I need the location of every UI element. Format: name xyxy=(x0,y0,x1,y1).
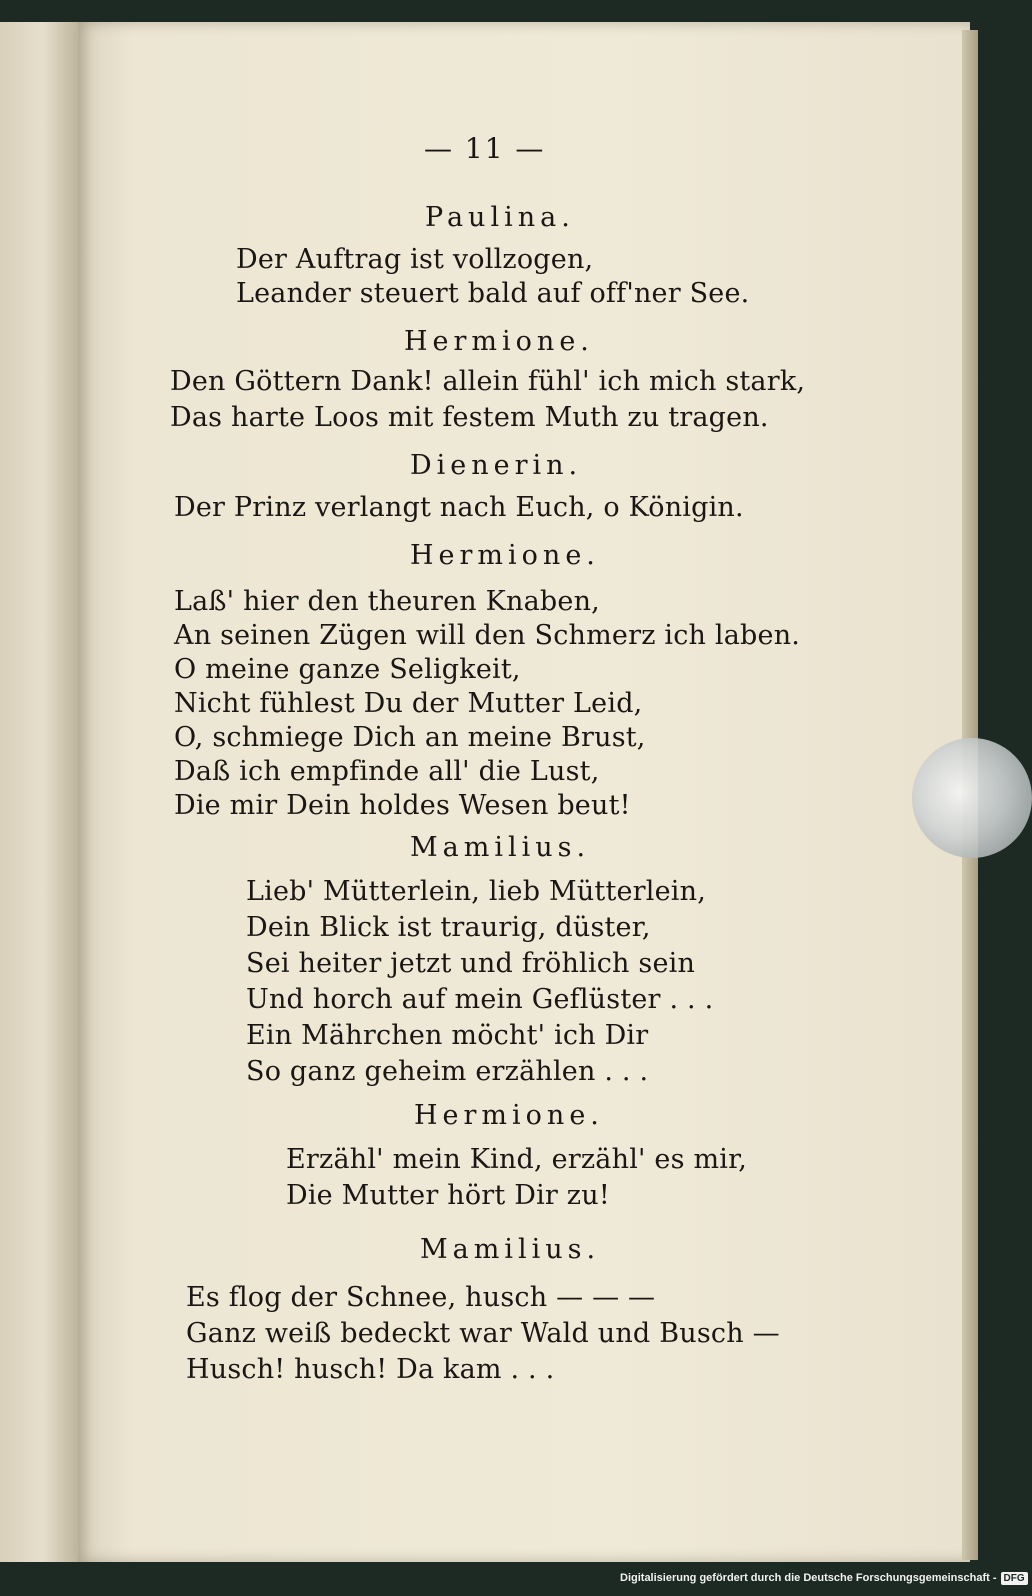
verse-line: Das harte Loos mit festem Muth zu tragen. xyxy=(170,402,769,433)
credit-text: Digitalisierung gefördert durch die Deutsche Forschungsgemeinschaft - xyxy=(620,1572,997,1584)
verse-line: Und horch auf mein Geflüster . . . xyxy=(246,984,714,1015)
dfg-logo: DFG xyxy=(1001,1572,1028,1585)
speaker-dienerin: Dienerin. xyxy=(410,450,583,481)
verse-line: Daß ich empfinde all' die Lust, xyxy=(174,756,600,787)
speaker-paulina: Paulina. xyxy=(425,202,575,233)
verse-line: Der Prinz verlangt nach Euch, o Königin. xyxy=(174,492,744,523)
verse-line: So ganz geheim erzählen . . . xyxy=(246,1056,649,1087)
verse-line: O, schmiege Dich an meine Brust, xyxy=(174,722,646,753)
verse-line: Erzähl' mein Kind, erzähl' es mir, xyxy=(286,1144,748,1175)
page-number: — 11 — xyxy=(424,132,546,165)
verse-line: O meine ganze Seligkeit, xyxy=(174,654,521,685)
digitization-credit xyxy=(620,1572,1028,1592)
verse-line: An seinen Zügen will den Schmerz ich laben. xyxy=(174,620,801,651)
verse-line: Lieb' Mütterlein, lieb Mütterlein, xyxy=(246,876,707,907)
facing-page-edge xyxy=(0,22,80,1562)
verse-line: Ganz weiß bedeckt war Wald und Busch — xyxy=(186,1318,780,1349)
speaker-mamilius: Mamilius. xyxy=(420,1234,601,1265)
speaker-hermione: Hermione. xyxy=(414,1100,604,1131)
verse-line: Nicht fühlest Du der Mutter Leid, xyxy=(174,688,643,719)
verse-line: Der Auftrag ist vollzogen, xyxy=(236,244,594,275)
verse-line: Es flog der Schnee, husch — — — xyxy=(186,1282,656,1313)
speaker-hermione: Hermione. xyxy=(410,540,600,571)
speaker-mamilius: Mamilius. xyxy=(410,832,591,863)
verse-line: Husch! husch! Da kam . . . xyxy=(186,1354,555,1385)
verse-line: Die Mutter hört Dir zu! xyxy=(286,1180,610,1211)
verse-line: Sei heiter jetzt und fröhlich sein xyxy=(246,948,696,979)
verse-line: Laß' hier den theuren Knaben, xyxy=(174,586,600,617)
verse-line: Ein Mährchen möcht' ich Dir xyxy=(246,1020,649,1051)
verse-line: Dein Blick ist traurig, düster, xyxy=(246,912,651,943)
verse-line: Leander steuert bald auf off'ner See. xyxy=(236,278,750,309)
thumb-shadow xyxy=(912,738,1032,858)
verse-line: Den Göttern Dank! allein fühl' ich mich stark, xyxy=(170,366,806,397)
speaker-hermione: Hermione. xyxy=(404,326,594,357)
verse-line: Die mir Dein holdes Wesen beut! xyxy=(174,790,631,821)
